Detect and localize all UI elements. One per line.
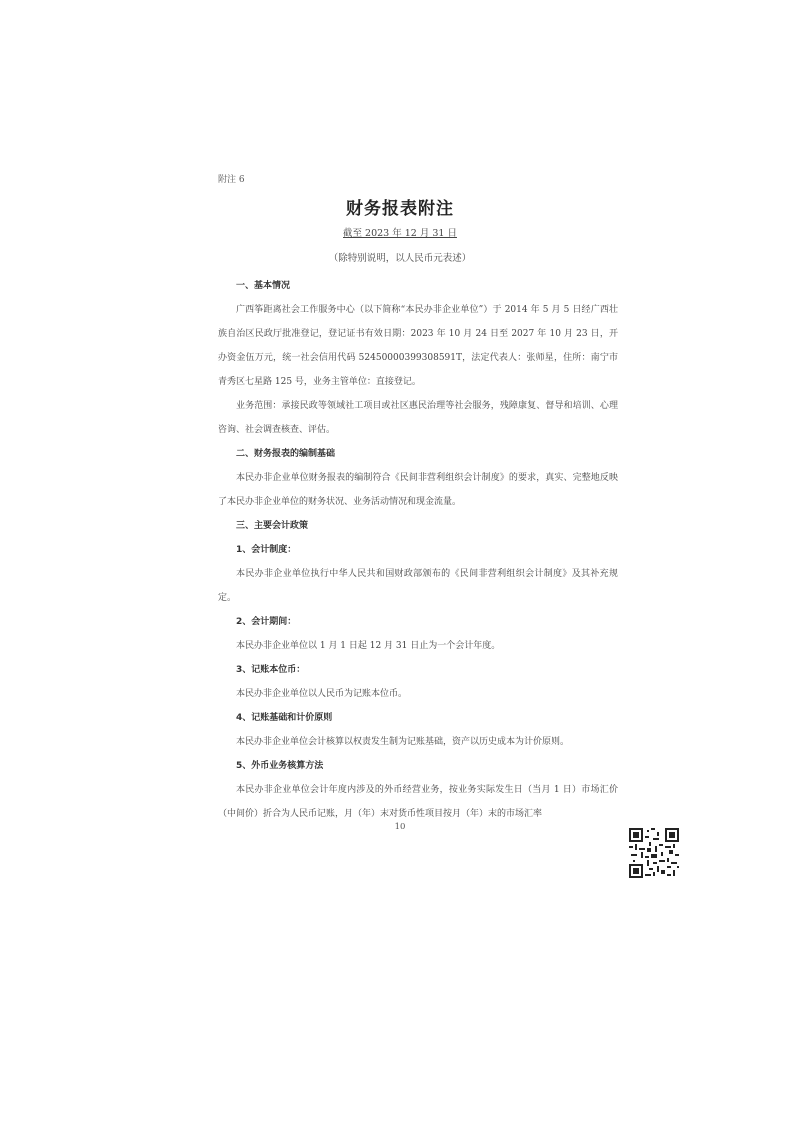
subsection-heading: 2、会计期间： (236, 617, 297, 627)
date-line-text: 截至 2023 年 12 月 31 日 (343, 228, 457, 239)
unit-note: （除特别说明，以人民币元表述） (328, 253, 472, 264)
body-paragraph: 本民办非企业单位会计年度内涉及的外币经营业务，按业务实际发生日（当月 1 日）市场汇价（中间价）折合为人民币记账，月（年）末对货币性项目按月（年）末的市场汇率 (218, 785, 618, 819)
subsection-heading: 4、记账基础和计价原则 (236, 713, 333, 723)
section-heading: 一、基本情况 (236, 281, 291, 291)
section-heading: 三、主要会计政策 (236, 521, 309, 531)
qr-code-icon (629, 828, 679, 878)
body-paragraph: 本民办非企业单位以人民币为记账本位币。 (236, 689, 408, 699)
body-paragraph: 广西筝距离社会工作服务中心（以下简称“本民办非企业单位”）于 2014 年 5 月 5 日经广西壮族自治区民政厅批准登记，登记证书有效日期：2023 年 10 月 24 日至 2027 年 10 月 23 日，开办资金伍万元，统一社会信用代码 52450000399308591T，法定代表人：张师星，住所：南宁市青秀区七星路 125 号，业务主管单位：直接登记。 (218, 305, 618, 387)
date-line (0, 225, 800, 239)
attachment-label: 附注 6 (218, 175, 245, 185)
section-heading: 二、财务报表的编制基础 (236, 449, 336, 459)
page-number: 10 (394, 822, 406, 832)
body-paragraph: 本民办非企业单位执行中华人民共和国财政部颁布的《民间非营利组织会计制度》及其补充规定。 (218, 569, 618, 603)
body-paragraph: 本民办非企业单位以 1 月 1 日起 12 月 31 日止为一个会计年度。 (236, 641, 501, 651)
subsection-heading: 5、外币业务核算方法 (236, 761, 324, 771)
body-paragraph: 本民办非企业单位财务报表的编制符合《民间非营利组织会计制度》的要求，真实、完整地反映了本民办非企业单位的财务状况、业务活动情况和现金流量。 (218, 473, 618, 507)
subsection-heading: 3、记账本位币： (236, 665, 306, 675)
document-body (218, 274, 618, 826)
body-paragraph: 本民办非企业单位会计核算以权责发生制为记账基础，资产以历史成本为计价原则。 (236, 737, 570, 747)
document-title: 财务报表附注 (346, 199, 454, 219)
subsection-heading: 1、会计制度： (236, 545, 297, 555)
body-paragraph: 业务范围：承接民政等领域社工项目或社区惠民治理等社会服务，残障康复、督导和培训、心理咨询、社会调查核查、评估。 (218, 401, 618, 435)
